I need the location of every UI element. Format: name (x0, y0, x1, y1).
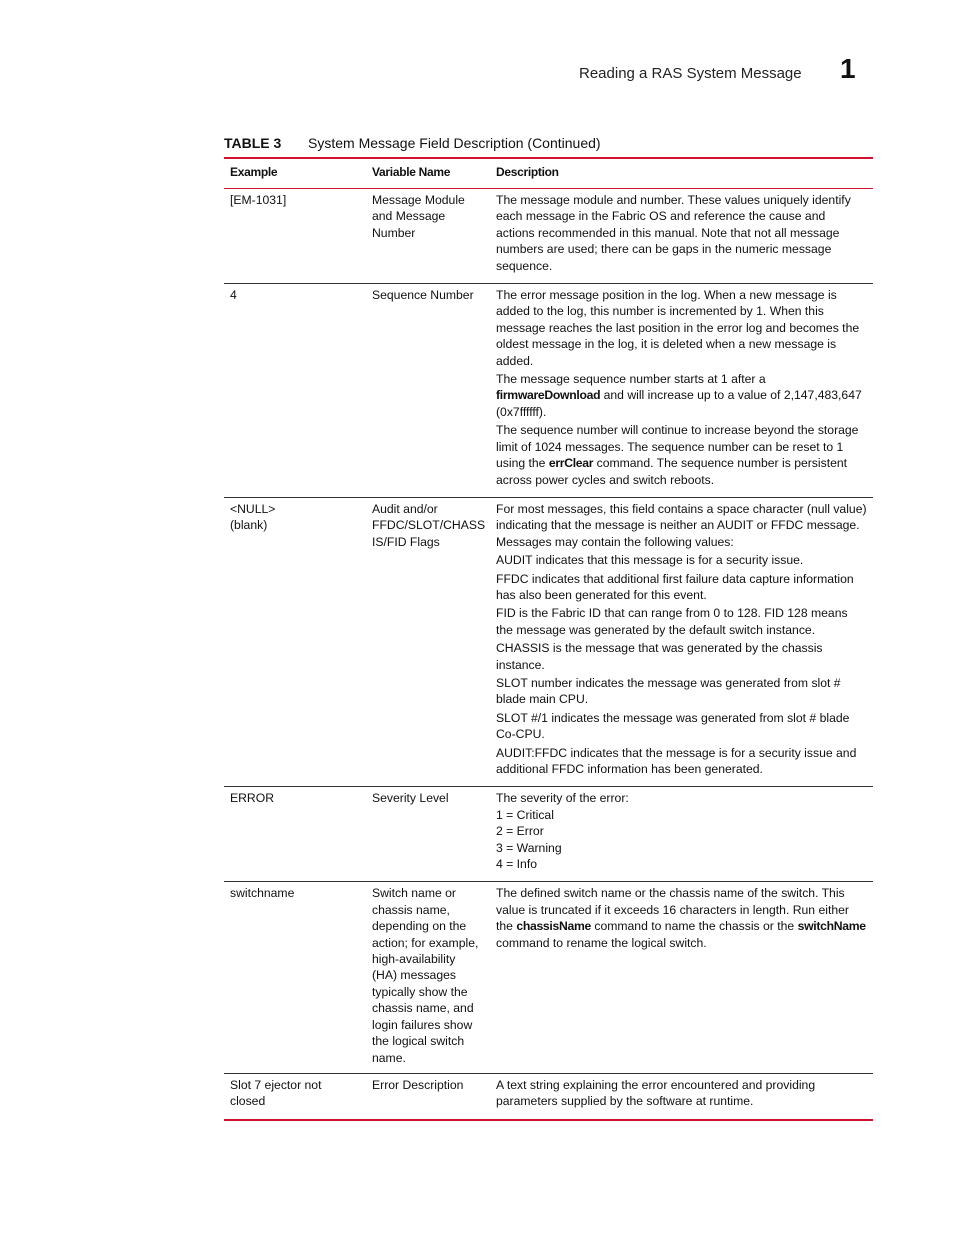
description-paragraph (496, 710, 867, 743)
description-text: SLOT #/1 indicates the message was generated from slot # blade Co-CPU. (496, 710, 850, 742)
description-paragraph (496, 1077, 867, 1110)
description-paragraph (496, 640, 867, 673)
cell-example (224, 192, 366, 276)
command-name: switchName (797, 919, 866, 934)
description-text: The severity of the error: 1 = Critical 2 = Error 3 = Warning 4 = Info (496, 791, 629, 872)
cell-example (224, 790, 366, 874)
description-text: CHASSIS is the message that was generated by the chassis instance. (496, 641, 823, 672)
description-paragraph (496, 422, 867, 488)
description-paragraph (496, 885, 867, 951)
table-header-row (224, 159, 873, 189)
description-text: The sequence number will continue to increase beyond the storage limit of 1024 messages. The sequence number can be reset to 1 using the (496, 423, 859, 471)
table-title: System Message Field Description (Continued) (308, 135, 601, 151)
table-row (224, 189, 873, 284)
cell-variable-name (366, 1077, 490, 1112)
description-text: FFDC indicates that additional first failure data capture information has also been generated for this event. (496, 571, 854, 602)
cell-description (490, 501, 873, 780)
example-text: 4 (230, 288, 237, 303)
column-header-example: Example (230, 165, 278, 179)
description-text: command to rename the logical switch. (496, 935, 707, 950)
table-row (224, 498, 873, 788)
description-paragraph (496, 675, 867, 708)
column-header-description: Description (496, 165, 559, 179)
description-paragraph (496, 605, 867, 638)
description-text: command to name the chassis or the (590, 919, 798, 934)
example-text: switchname (230, 886, 295, 901)
description-paragraph (496, 192, 867, 274)
cell-variable-name (366, 501, 490, 780)
description-paragraph (496, 571, 867, 604)
variable-name-text: Switch name or chassis name, depending on the action; for example, high-availability (HA) messages typically show the chassis name, and login failures show the logical switch name. (372, 886, 479, 1065)
field-description-table (224, 157, 873, 1121)
cell-example (224, 885, 366, 1065)
table-row (224, 1074, 873, 1119)
description-text: A text string explaining the error encountered and providing parameters supplied by the software at runtime. (496, 1077, 816, 1109)
cell-example (224, 501, 366, 780)
description-paragraph (496, 287, 867, 369)
table-row (224, 787, 873, 882)
description-text: FID is the Fabric ID that can range from 0 to 128. FID 128 means the message was generated by the default switch instance. (496, 606, 848, 637)
cell-description (490, 1077, 873, 1112)
variable-name-text: Error Description (372, 1077, 464, 1092)
cell-description (490, 287, 873, 490)
example-text: [EM-1031] (230, 193, 287, 207)
cell-variable-name (366, 192, 490, 276)
table-label: TABLE 3 (224, 135, 282, 151)
cell-variable-name (366, 287, 490, 490)
description-paragraph (496, 790, 867, 872)
cell-description (490, 885, 873, 1065)
variable-name-text: Severity Level (372, 791, 449, 806)
example-text: <NULL> (blank) (230, 501, 276, 533)
variable-name-text: Message Module and Message Number (372, 193, 465, 240)
command-name: errClear (548, 456, 594, 471)
description-text: For most messages, this field contains a space character (null value) indicating that the message is neither an AUDIT or FFDC message. Messages may contain the following values: (496, 501, 867, 549)
cell-variable-name (366, 885, 490, 1065)
chapter-number: 1 (840, 53, 856, 84)
description-paragraph (496, 501, 867, 550)
table-row (224, 882, 873, 1073)
description-text: The message sequence number starts at 1 after a (496, 372, 766, 387)
description-text: AUDIT:FFDC indicates that the message is for a security issue and additional FFDC information has been generated. (496, 745, 857, 776)
description-text: command. The sequence number is persistent across power cycles and switch reboots. (496, 456, 848, 487)
column-header-variable-name: Variable Name (372, 165, 451, 179)
cell-variable-name (366, 790, 490, 874)
description-text: SLOT number indicates the message was generated from slot # blade main CPU. (496, 675, 841, 707)
cell-example (224, 1077, 366, 1112)
running-header-title: Reading a RAS System Message (579, 65, 802, 82)
variable-name-text: Audit and/or FFDC/SLOT/CHASS IS/FID Flags (372, 501, 486, 549)
description-text: The error message position in the log. When a new message is added to the log, this number is incremented by 1. When this message reaches the last position in the error log and becomes the oldest message in the log, it is deleted when a new message is added. (496, 288, 860, 368)
command-name: chassisName (516, 919, 591, 934)
cell-description (490, 192, 873, 276)
description-text: The message module and number. These values uniquely identify each message in the Fabric OS and reference the cause and actions recommended in this manual. Note that not all message numbers are used; there can be gaps in the numeric message sequence. (496, 193, 851, 273)
description-paragraph (496, 745, 867, 778)
example-text: Slot 7 ejector not closed (230, 1077, 322, 1109)
description-paragraph (496, 552, 867, 568)
cell-description (490, 790, 873, 874)
description-text: AUDIT indicates that this message is for a security issue. (496, 553, 804, 568)
table-body (224, 189, 873, 1119)
example-text: ERROR (230, 791, 275, 806)
table-row (224, 284, 873, 498)
description-paragraph (496, 371, 867, 420)
description-text: and will increase up to a value of 2,147,483,647 (0x7ffffff). (496, 388, 862, 419)
description-text: The defined switch name or the chassis name of the switch. This value is truncated if it exceeds 16 characters in length. Run either the (496, 886, 849, 934)
command-name: firmwareDownload (496, 388, 601, 403)
variable-name-text: Sequence Number (372, 288, 474, 303)
cell-example (224, 287, 366, 490)
